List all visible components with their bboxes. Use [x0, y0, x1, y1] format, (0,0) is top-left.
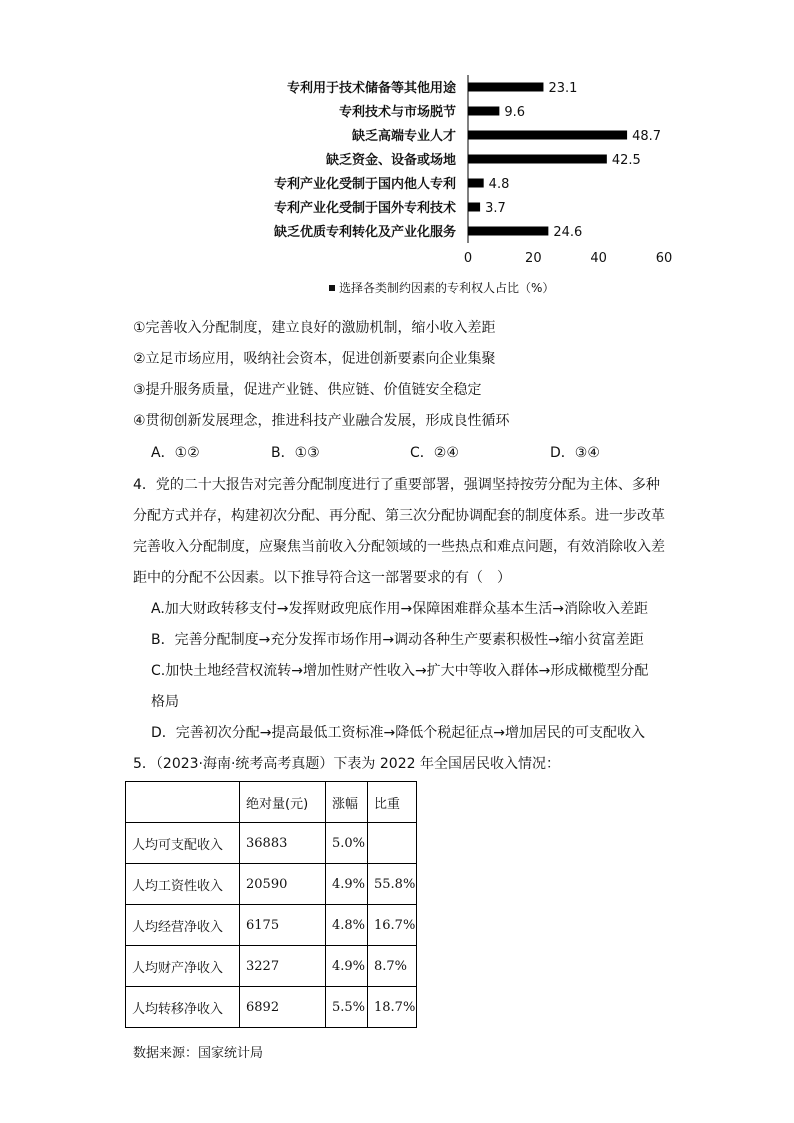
category-label: 专利产业化受制于国内他人专利 — [273, 177, 456, 192]
table-cell: 36883 — [240, 823, 326, 864]
table-cell: 20590 — [240, 864, 326, 905]
table-header-row — [126, 782, 417, 823]
table-cell: 人均转移净收入 — [126, 987, 240, 1028]
q4-option-c[interactable]: C.加快土地经营权流转→增加性财产性收入→扩大中等收入群体→形成橄榄型分配 — [151, 663, 649, 679]
table-row — [126, 987, 417, 1028]
x-tick-label: 20 — [525, 251, 542, 266]
table-cell: 绝对量(元) — [240, 782, 326, 823]
legend-label: 选择各类制约因素的专利权人占比（%） — [339, 281, 555, 295]
bar — [468, 155, 607, 164]
table-cell: 4.9% — [326, 946, 368, 987]
q3-choice-d[interactable]: D．③④ — [550, 445, 600, 461]
table-cell: 5.5% — [326, 987, 368, 1028]
data-label: 24.6 — [553, 225, 583, 240]
patent-factor-bar-chart — [0, 0, 794, 310]
table-cell: 3227 — [240, 946, 326, 987]
table-cell: 人均可支配收入 — [126, 823, 240, 864]
q4-option-a[interactable]: A.加大财政转移支付→发挥财政兜底作用→保障困难群众基本生活→消除收入差距 — [151, 601, 648, 617]
data-source-note: 数据来源：国家统计局 — [133, 1046, 264, 1061]
data-label: 48.7 — [632, 129, 662, 144]
table-cell: 16.7% — [368, 905, 417, 946]
data-label: 9.6 — [504, 105, 526, 120]
data-label: 3.7 — [485, 201, 506, 216]
q4-option-b[interactable]: B．完善分配制度→充分发挥市场作用→调动各种生产要素积极性→缩小贫富差距 — [151, 632, 644, 648]
table-row — [126, 823, 417, 864]
q4-stem-line-2: 分配方式并存，构建初次分配、再分配、第三次分配协调配套的制度体系。进一步改革 — [133, 508, 665, 524]
category-label: 缺乏高端专业人才 — [351, 129, 456, 144]
table-cell: 6892 — [240, 987, 326, 1028]
q3-choice-a[interactable]: A．①② — [151, 445, 200, 461]
data-label: 4.8 — [488, 177, 510, 192]
table-cell: 5.0% — [326, 823, 368, 864]
category-label: 专利用于技术储备等其他用途 — [286, 81, 456, 96]
table-cell: 涨幅 — [326, 782, 368, 823]
category-label: 专利技术与市场脱节 — [338, 105, 456, 120]
data-label: 42.5 — [611, 153, 641, 168]
table-cell: 人均工资性收入 — [126, 864, 240, 905]
bar — [468, 83, 543, 92]
q4-option-c-continued: 格局 — [151, 694, 179, 710]
q4-option-d[interactable]: D．完善初次分配→提高最低工资标准→降低个税起征点→增加居民的可支配收入 — [151, 725, 645, 741]
q3-choice-b[interactable]: B．①③ — [271, 445, 320, 461]
q4-stem-line-4: 距中的分配不公因素。以下推导符合这一部署要求的有（ ） — [133, 570, 511, 586]
table-cell: 人均财产净收入 — [126, 946, 240, 987]
table-cell: 比重 — [368, 782, 417, 823]
table-row — [126, 946, 417, 987]
table-row — [126, 905, 417, 946]
q3-option-2: ②立足市场应用，吸纳社会资本，促进创新要素向企业集聚 — [133, 351, 496, 367]
table-cell: 55.8% — [368, 864, 417, 905]
table-cell: 6175 — [240, 905, 326, 946]
table-cell — [368, 823, 417, 864]
q3-option-3: ③提升服务质量，促进产业链、供应链、价值链安全稳定 — [133, 382, 482, 398]
legend-swatch — [329, 285, 335, 291]
q3-option-1: ①完善收入分配制度，建立良好的激励机制，缩小收入差距 — [133, 320, 496, 336]
q3-option-4: ④贯彻创新发展理念，推进科技产业融合发展，形成良性循环 — [133, 413, 510, 429]
q3-choice-c[interactable]: C．②④ — [410, 445, 459, 461]
q4-stem-line-1: 4．党的二十大报告对完善分配制度进行了重要部署，强调坚持按劳分配为主体、多种 — [133, 477, 660, 493]
table-cell: 18.7% — [368, 987, 417, 1028]
q4-stem-line-3: 完善收入分配制度，应聚焦当前收入分配领域的一些热点和难点问题，有效消除收入差 — [133, 539, 665, 555]
table-cell: 4.8% — [326, 905, 368, 946]
x-tick-label: 0 — [463, 251, 473, 266]
bar — [468, 179, 484, 188]
bar — [468, 131, 627, 140]
table-cell: 人均经营净收入 — [126, 905, 240, 946]
income-table — [125, 781, 417, 1028]
category-label: 缺乏资金、设备或场地 — [325, 153, 456, 168]
bar — [468, 203, 480, 212]
table-cell — [126, 782, 240, 823]
table-row — [126, 864, 417, 905]
q5-stem: 5．（2023·海南·统考高考真题）下表为 2022 年全国居民收入情况： — [133, 756, 560, 772]
data-label: 23.1 — [548, 81, 578, 96]
x-tick-label: 40 — [590, 251, 607, 266]
table-cell: 8.7% — [368, 946, 417, 987]
bar — [468, 227, 548, 236]
category-label: 专利产业化受制于国外专利技术 — [273, 201, 456, 216]
bar — [468, 107, 499, 116]
x-tick-label: 60 — [655, 251, 673, 266]
category-label: 缺乏优质专利转化及产业化服务 — [273, 225, 456, 240]
table-cell: 4.9% — [326, 864, 368, 905]
